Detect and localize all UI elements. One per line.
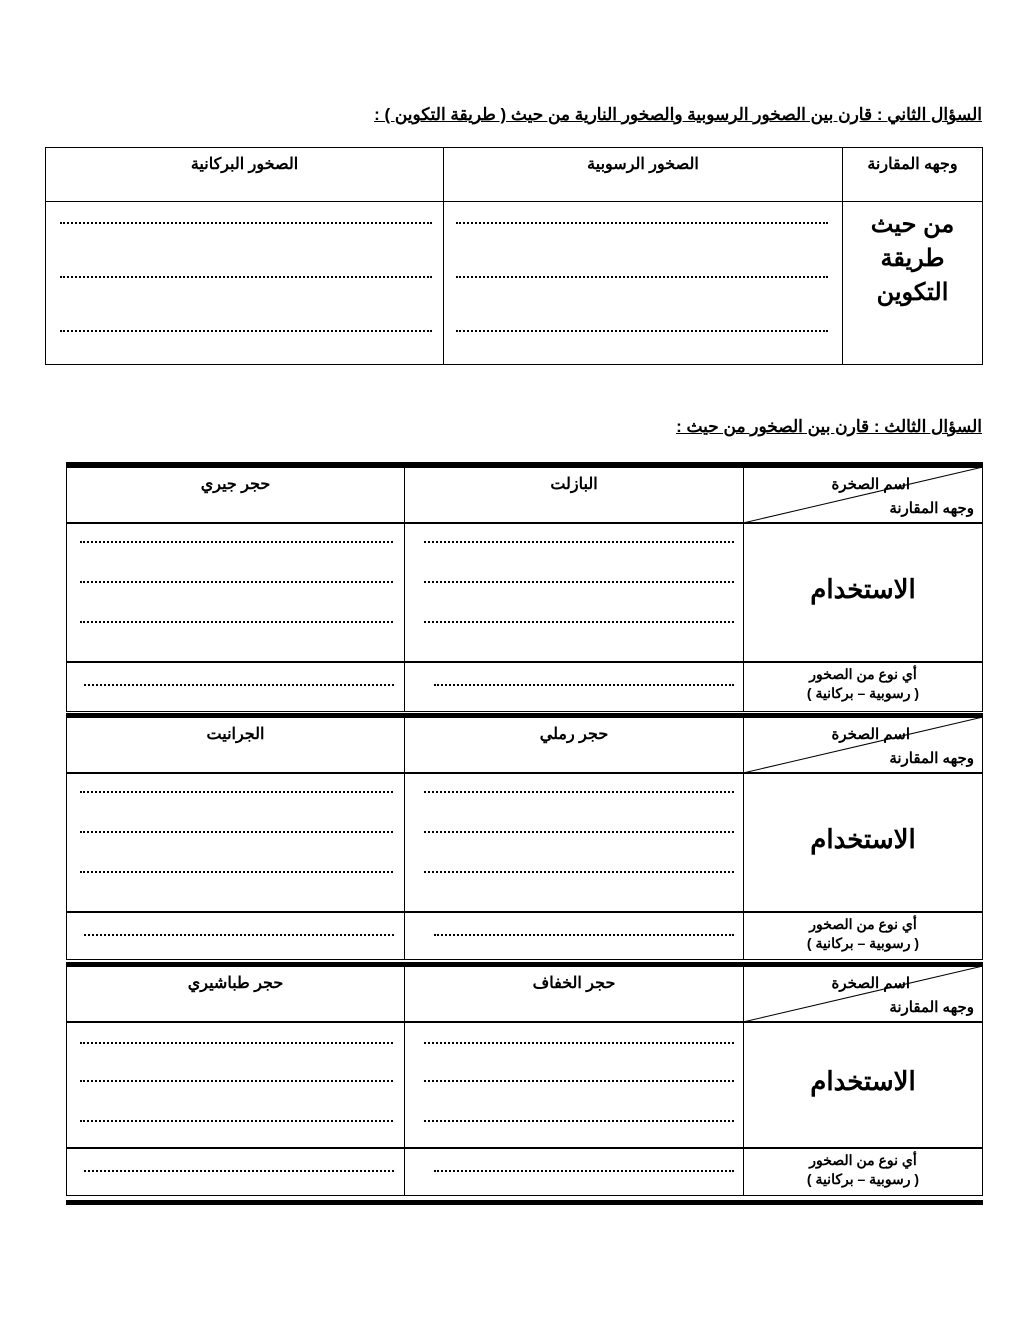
answer-line[interactable]	[456, 330, 828, 332]
answer-line[interactable]	[434, 1170, 734, 1172]
answer-line[interactable]	[84, 1170, 394, 1172]
rock-name-label: اسم الصخرة	[831, 975, 910, 992]
answer-line[interactable]	[424, 1042, 734, 1044]
answer-line[interactable]	[84, 934, 394, 936]
answer-line[interactable]	[424, 1080, 734, 1082]
type-answer-cell[interactable]	[404, 662, 744, 712]
question-3-title: السؤال الثالث : قارن بين الصخور من حيث :	[676, 417, 982, 436]
header-comparison: وجهه المقارنة	[842, 147, 983, 202]
question-2-title: السؤال الثاني : قارن بين الصخور الرسوبية والصخور النارية من حيث ( طريقة التكوين ) :	[374, 105, 982, 124]
use-label: الاستخدام	[743, 773, 983, 912]
use-answer-cell[interactable]	[404, 773, 744, 912]
answer-sedimentary[interactable]	[443, 201, 843, 365]
answer-line[interactable]	[456, 276, 828, 278]
type-options: ( رسوبية – بركانية )	[806, 685, 920, 701]
use-label: الاستخدام	[743, 523, 983, 662]
answer-line[interactable]	[424, 831, 734, 833]
answer-line[interactable]	[80, 791, 393, 793]
answer-line[interactable]	[424, 791, 734, 793]
answer-line[interactable]	[80, 871, 393, 873]
rock-name-label: اسم الصخرة	[831, 476, 910, 493]
type-label-cell	[743, 662, 983, 712]
header-volcanic: الصخور البركانية	[45, 147, 444, 202]
answer-line[interactable]	[424, 621, 734, 623]
answer-volcanic[interactable]	[45, 201, 444, 365]
answer-line[interactable]	[60, 330, 432, 332]
use-answer-cell[interactable]	[66, 1022, 405, 1148]
answer-line[interactable]	[80, 581, 393, 583]
answer-line[interactable]	[80, 1080, 393, 1082]
answer-line[interactable]	[434, 934, 734, 936]
comparison-label: وجهه المقارنة	[889, 750, 974, 767]
type-options: ( رسوبية – بركانية )	[806, 935, 920, 951]
comparison-label: وجهه المقارنة	[889, 500, 974, 517]
type-label-cell	[743, 912, 983, 960]
type-answer-cell[interactable]	[66, 912, 405, 960]
answer-line[interactable]	[80, 541, 393, 543]
type-label: أي نوع من الصخور	[809, 1152, 917, 1168]
answer-line[interactable]	[424, 1120, 734, 1122]
rock-name-label: اسم الصخرة	[831, 726, 910, 743]
use-label: الاستخدام	[743, 1022, 983, 1148]
header-sedimentary: الصخور الرسوبية	[443, 147, 843, 202]
answer-line[interactable]	[80, 831, 393, 833]
type-answer-cell[interactable]	[66, 662, 405, 712]
type-label-cell	[743, 1148, 983, 1196]
answer-line[interactable]	[60, 276, 432, 278]
type-answer-cell[interactable]	[404, 912, 744, 960]
answer-line[interactable]	[80, 621, 393, 623]
use-answer-cell[interactable]	[404, 1022, 744, 1148]
answer-line[interactable]	[434, 684, 734, 686]
rock-name: حجر رملي	[404, 717, 744, 773]
use-answer-cell[interactable]	[66, 773, 405, 912]
rock-name: البازلت	[404, 467, 744, 523]
type-options: ( رسوبية – بركانية )	[806, 1171, 920, 1187]
rock-name: الجرانيت	[66, 717, 405, 773]
answer-line[interactable]	[424, 871, 734, 873]
type-label: أي نوع من الصخور	[809, 666, 917, 682]
answer-line[interactable]	[424, 581, 734, 583]
rock-name: حجر طباشيري	[66, 966, 405, 1022]
use-answer-cell[interactable]	[66, 523, 405, 662]
rock-name: حجر جيري	[66, 467, 405, 523]
table-thick-border	[66, 1200, 983, 1205]
comparison-label: وجهه المقارنة	[889, 999, 974, 1016]
type-label: أي نوع من الصخور	[809, 916, 917, 932]
answer-line[interactable]	[60, 222, 432, 224]
answer-line[interactable]	[456, 222, 828, 224]
answer-line[interactable]	[424, 541, 734, 543]
rock-name: حجر الخفاف	[404, 966, 744, 1022]
answer-line[interactable]	[80, 1120, 393, 1122]
type-answer-cell[interactable]	[404, 1148, 744, 1196]
row-label-formation: من حيث طريقة التكوين	[842, 201, 983, 365]
type-answer-cell[interactable]	[66, 1148, 405, 1196]
use-answer-cell[interactable]	[404, 523, 744, 662]
answer-line[interactable]	[84, 684, 394, 686]
answer-line[interactable]	[80, 1042, 393, 1044]
